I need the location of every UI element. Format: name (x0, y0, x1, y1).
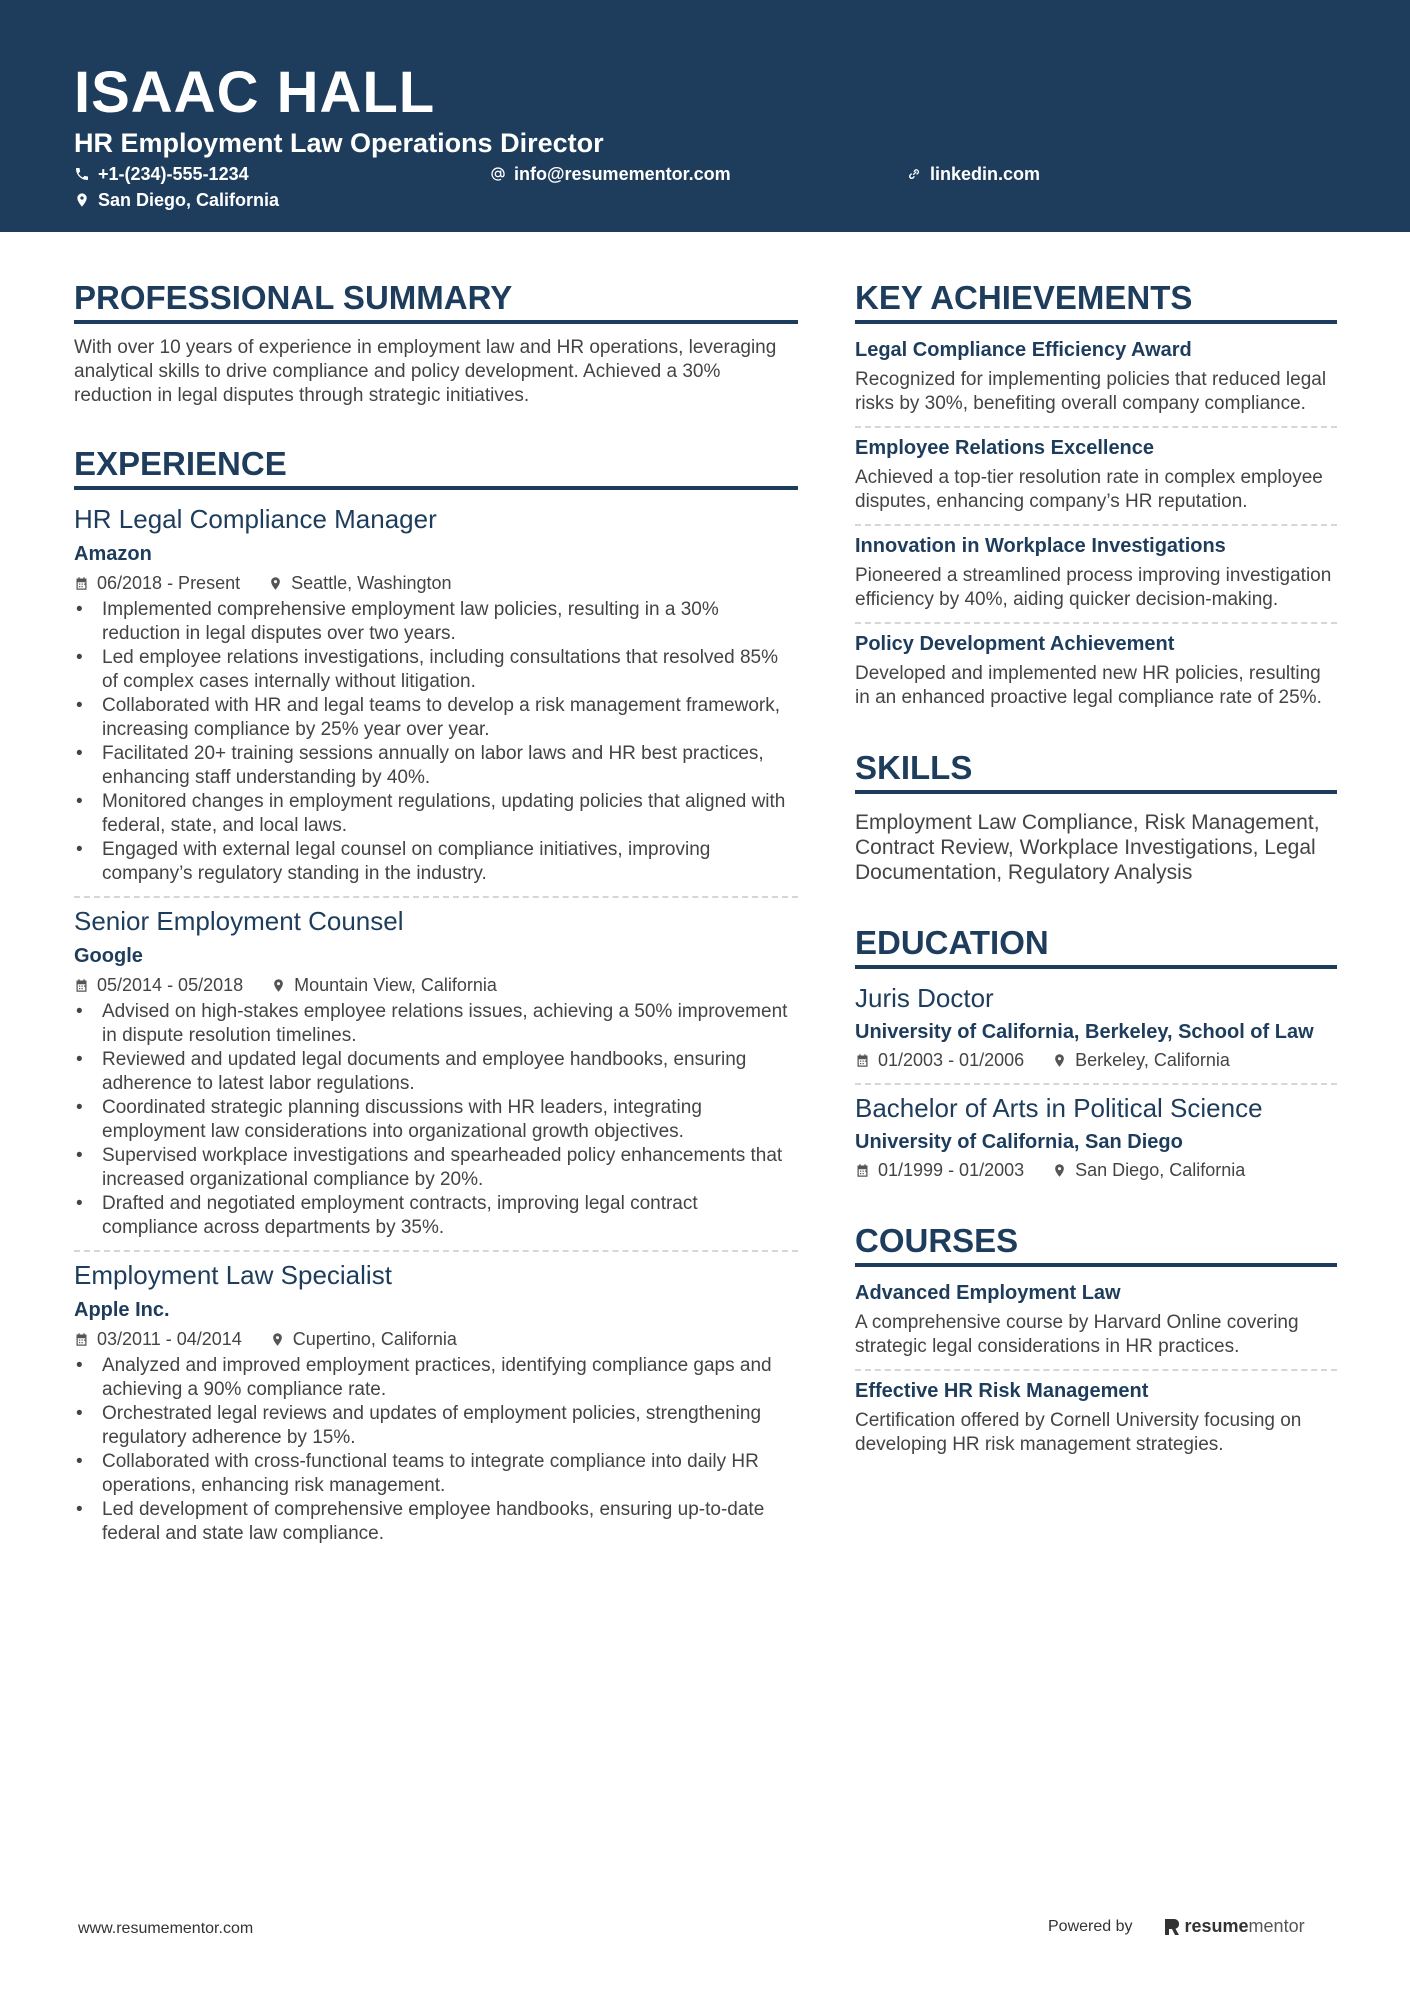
achievement-title: Employee Relations Excellence (855, 437, 1155, 459)
at-icon (490, 166, 506, 182)
achievement-item (855, 630, 1337, 710)
contact-location (74, 188, 279, 212)
achievement-desc: Achieved a top-tier resolution rate in complex employee disputes, enhancing company’s HR reputation. (855, 467, 1323, 512)
divider (855, 426, 1337, 428)
calendar-icon (74, 978, 89, 993)
divider (74, 1250, 798, 1252)
achievement-title: Legal Compliance Efficiency Award (855, 339, 1192, 361)
education-dates: 01/1999 - 01/2003 (878, 1160, 1025, 1180)
phone-text: +1-(234)-555-1234 (98, 164, 249, 184)
job-meta (74, 972, 798, 998)
location-pin-icon (271, 978, 286, 993)
bullet-item: • Collaborated with cross-functional teams to integrate compliance into daily HR operations, enhancing risk management. (74, 1450, 798, 1498)
achievement-desc: Pioneered a streamlined process improving investigation efficiency by 40%, aiding quicker decision-making. (855, 565, 1332, 610)
courses-section (855, 1221, 1337, 1457)
bullet-item: • Coordinated strategic planning discussions with HR leaders, integrating employment law considerations into organizational growth objectives. (74, 1096, 798, 1144)
job-location-text: Cupertino, California (292, 1329, 457, 1349)
school-name: University of California, San Diego (855, 1131, 1183, 1153)
job-title: Employment Law Specialist (74, 1260, 392, 1290)
bullet-item: • Analyzed and improved employment practices, identifying compliance gaps and achieving a 90% compliance rate. (74, 1354, 798, 1402)
divider (855, 622, 1337, 624)
powered-by-label: Powered by (1048, 1917, 1133, 1935)
location-pin-icon (74, 192, 90, 208)
course-desc: A comprehensive course by Harvard Online covering strategic legal considerations in HR practices. (855, 1312, 1299, 1357)
job-dates: 05/2014 - 05/2018 (97, 975, 244, 995)
course-item (855, 1377, 1337, 1457)
course-item (855, 1279, 1337, 1359)
degree-title: Juris Doctor (855, 983, 994, 1013)
skills-section (855, 748, 1337, 885)
degree-title: Bachelor of Arts in Political Science (855, 1093, 1263, 1123)
job-meta (74, 570, 798, 596)
link-icon (906, 166, 922, 182)
bullet-item: • Implemented comprehensive employment law policies, resulting in a 30% reduction in legal disputes over two years. (74, 598, 798, 646)
bullet-item: • Advised on high-stakes employee relations issues, achieving a 50% improvement in dispute resolution timelines. (74, 1000, 798, 1048)
footer-powered-by (1048, 1916, 1305, 1937)
section-title: PROFESSIONAL SUMMARY (74, 278, 798, 324)
education-item (855, 981, 1337, 1073)
job-location (271, 972, 497, 998)
education-location (1052, 1157, 1245, 1183)
achievement-item (855, 532, 1337, 612)
divider (855, 524, 1337, 526)
brand-bold: resume (1184, 1916, 1249, 1936)
contact-linkedin[interactable] (906, 162, 1040, 186)
header-banner (0, 0, 1410, 232)
section-title: SKILLS (855, 748, 1337, 794)
job-bullets (74, 1000, 798, 1240)
education-dates: 01/2003 - 01/2006 (878, 1050, 1025, 1070)
brand-light: mentor (1248, 1916, 1305, 1936)
email-text: info@resumementor.com (514, 164, 731, 184)
divider (855, 1369, 1337, 1371)
phone-icon (74, 166, 90, 182)
brand-logo[interactable] (1163, 1916, 1305, 1937)
job-location-text: Mountain View, California (294, 975, 497, 995)
calendar-icon (855, 1163, 870, 1178)
calendar-icon (855, 1053, 870, 1068)
job-entry (74, 904, 798, 1240)
summary-text: With over 10 years of experience in employment law and HR operations, leveraging analytical skills to drive compliance and policy development. Achieved a 30% reduction in legal disputes through strategic initiatives. (74, 337, 777, 406)
location-pin-icon (1052, 1053, 1067, 1068)
candidate-name: ISAAC HALL (74, 60, 436, 125)
job-entry (74, 502, 798, 886)
bullet-item: • Collaborated with HR and legal teams to develop a risk management framework, increasing compliance by 25% year over year. (74, 694, 798, 742)
achievement-title: Policy Development Achievement (855, 633, 1175, 655)
bullet-item: • Engaged with external legal counsel on compliance initiatives, improving company’s regulatory standing in the industry. (74, 838, 798, 886)
education-meta (855, 1047, 1337, 1073)
candidate-headline: HR Employment Law Operations Director (74, 128, 604, 158)
bullet-item: • Led employee relations investigations, including consultations that resolved 85% of complex cases internally without litigation. (74, 646, 798, 694)
education-section (855, 923, 1337, 1183)
section-title: KEY ACHIEVEMENTS (855, 278, 1337, 324)
section-title: COURSES (855, 1221, 1337, 1267)
skills-list: Employment Law Compliance, Risk Management, Contract Review, Workplace Investigations, Legal Documentation, Regulatory Analysis (855, 811, 1320, 884)
location-pin-icon (268, 576, 283, 591)
job-meta (74, 1326, 798, 1352)
bullet-item: • Orchestrated legal reviews and updates of employment policies, strengthening regulatory adherence by 15%. (74, 1402, 798, 1450)
calendar-icon (74, 1332, 89, 1347)
linkedin-text: linkedin.com (930, 164, 1041, 184)
achievement-desc: Recognized for implementing policies that reduced legal risks by 30%, benefiting overall company compliance. (855, 369, 1327, 414)
footer-website[interactable]: www.resumementor.com (78, 1920, 254, 1937)
education-meta (855, 1157, 1337, 1183)
contact-phone[interactable] (74, 162, 249, 186)
course-title: Effective HR Risk Management (855, 1380, 1149, 1402)
resumementor-logo-icon (1163, 1917, 1181, 1937)
job-bullets (74, 598, 798, 886)
education-location (1052, 1047, 1230, 1073)
education-location-text: San Diego, California (1075, 1160, 1246, 1180)
divider (855, 1083, 1337, 1085)
summary-section (74, 278, 798, 408)
job-title: Senior Employment Counsel (74, 906, 404, 936)
course-desc: Certification offered by Cornell University focusing on developing HR risk management strategies. (855, 1410, 1302, 1455)
job-dates: 03/2011 - 04/2014 (97, 1329, 242, 1349)
school-name: University of California, Berkeley, School of Law (855, 1021, 1314, 1043)
company-name: Google (74, 945, 143, 967)
education-item (855, 1091, 1337, 1183)
company-name: Amazon (74, 543, 152, 565)
bullet-item: • Reviewed and updated legal documents and employee handbooks, ensuring adherence to latest labor regulations. (74, 1048, 798, 1096)
job-dates: 06/2018 - Present (97, 573, 241, 593)
bullet-item: • Drafted and negotiated employment contracts, improving legal contract compliance across departments by 35%. (74, 1192, 798, 1240)
achievement-item (855, 434, 1337, 514)
course-title: Advanced Employment Law (855, 1282, 1121, 1304)
job-title: HR Legal Compliance Manager (74, 504, 437, 534)
education-location-text: Berkeley, California (1075, 1050, 1230, 1070)
job-location (268, 570, 451, 596)
calendar-icon (74, 576, 89, 591)
bullet-item: • Facilitated 20+ training sessions annually on labor laws and HR best practices, enhancing staff understanding by 40%. (74, 742, 798, 790)
bullet-item: • Led development of comprehensive employee handbooks, ensuring up-to-date federal and state law compliance. (74, 1498, 798, 1546)
achievement-desc: Developed and implemented new HR policies, resulting in an enhanced proactive legal compliance rate of 25%. (855, 663, 1322, 708)
location-pin-icon (1052, 1163, 1067, 1178)
job-bullets (74, 1354, 798, 1546)
side-column (855, 278, 1337, 1495)
contact-email[interactable] (490, 162, 731, 186)
achievement-item (855, 336, 1337, 416)
achievements-section (855, 278, 1337, 710)
achievement-title: Innovation in Workplace Investigations (855, 535, 1226, 557)
job-location-text: Seattle, Washington (291, 573, 452, 593)
location-text: San Diego, California (98, 190, 280, 210)
bullet-item: • Monitored changes in employment regulations, updating policies that aligned with federal, state, and local laws. (74, 790, 798, 838)
company-name: Apple Inc. (74, 1299, 170, 1321)
divider (74, 896, 798, 898)
location-pin-icon (270, 1332, 285, 1347)
experience-section (74, 444, 798, 1546)
section-title: EDUCATION (855, 923, 1337, 969)
job-location (270, 1326, 457, 1352)
bullet-item: • Supervised workplace investigations and spearheaded policy enhancements that increased organizational compliance by 20%. (74, 1144, 798, 1192)
job-entry (74, 1258, 798, 1546)
main-column (74, 278, 798, 1584)
section-title: EXPERIENCE (74, 444, 798, 490)
